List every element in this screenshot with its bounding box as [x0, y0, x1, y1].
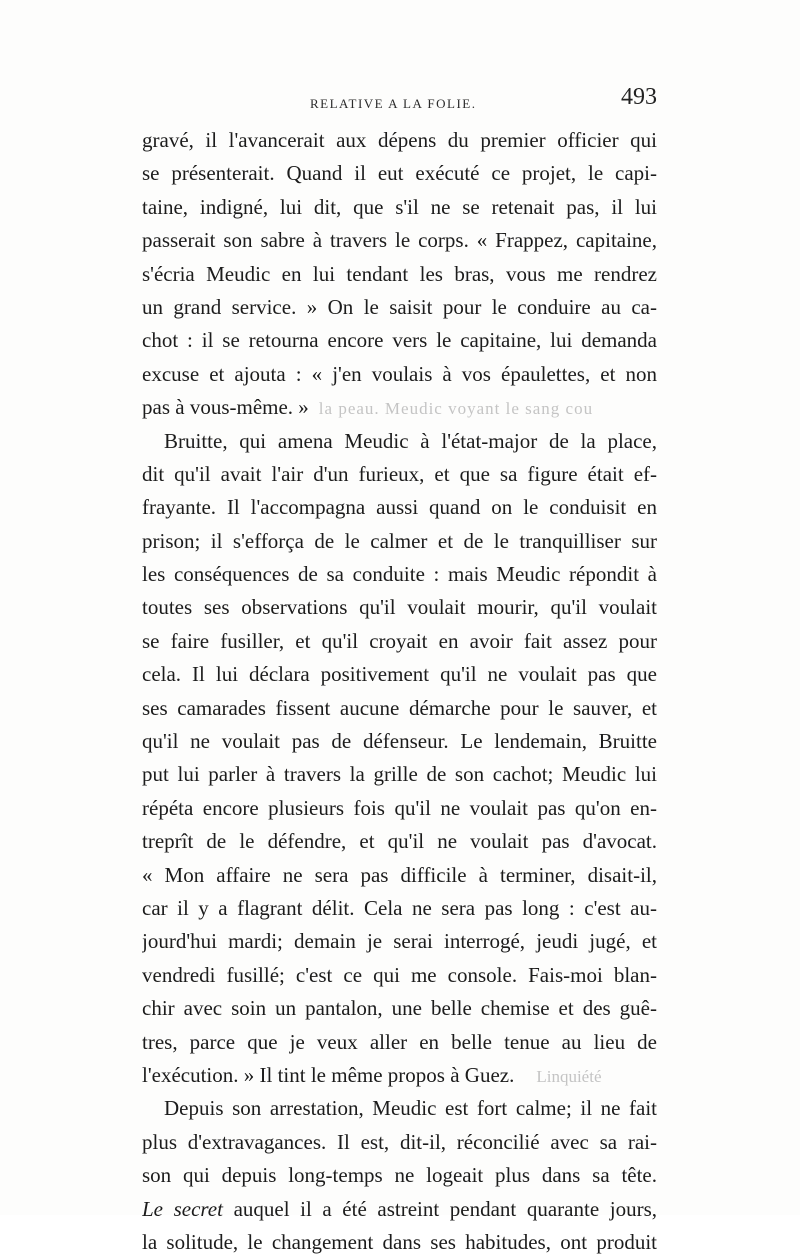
text-line: gravé, il l'avancerait aux dépens du premier officier qui [142, 128, 657, 152]
text-line: toutes ses observations qu'il voulait mourir, qu'il voulait [142, 595, 657, 620]
page-number: 493 [621, 84, 657, 110]
body-text [142, 124, 657, 1259]
running-title: RELATIVE A LA FOLIE. [310, 96, 477, 111]
text-line: passerait son sabre à travers le corps. « Frappez, capitaine, [142, 228, 657, 253]
text-line: vendredi fusillé; c'est ce qui me console. Fais-moi blan- [142, 962, 657, 987]
text-line: la solitude, le changement dans ses habitudes, ont produit [142, 1229, 657, 1254]
text-line: cela. Il lui déclara positivement qu'il ne voulait pas que [142, 662, 657, 687]
text-line: se présenterait. Quand il eut exécuté ce projet, le capi- [142, 161, 657, 186]
show-through-text: la peau. Meudic voyant le sang cou [318, 399, 594, 419]
text-line-content: auquel il a été astreint pendant quarante jours, [233, 1196, 657, 1221]
text-line: tres, parce que je veux aller en belle tenue au lieu de [142, 1029, 657, 1054]
text-line: frayante. Il l'accompagna aussi quand on le conduisit en [142, 495, 657, 520]
text-line: ses camarades fissent aucune démarche pour le sauver, et [142, 695, 657, 720]
text-line [142, 391, 657, 424]
text-line: excuse et ajouta : « j'en voulais à vos épaulettes, et non [142, 361, 657, 386]
text-line: s'écria Meudic en lui tendant les bras, vous me rendrez [142, 261, 657, 286]
text-line: put lui parler à travers la grille de son cachot; Meudic lui [142, 762, 657, 787]
text-line [142, 1193, 657, 1226]
text-line: « Mon affaire ne sera pas difficile à terminer, disait-il, [142, 862, 657, 887]
text-line: plus d'extravagances. Il est, dit-il, réconcilié avec sa rai- [142, 1129, 657, 1154]
text-line: treprît de le défendre, et qu'il ne voulait pas d'avocat. [142, 829, 657, 854]
text-line: car il y a flagrant délit. Cela ne sera pas long : c'est au- [142, 895, 657, 920]
text-line-content: l'exécution. » Il tint le même propos à Guez. [142, 1062, 515, 1087]
text-line: prison; il s'efforça de le calmer et de le tranquilliser sur [142, 528, 657, 553]
italic-phrase: Le secret [142, 1196, 223, 1221]
text-line: chot : il se retourna encore vers le capitaine, lui demanda [142, 328, 657, 353]
text-line-content: pas à vous-même. » [142, 395, 309, 420]
text-line: dit qu'il avait l'air d'un furieux, et que sa figure était ef- [142, 461, 657, 486]
text-line: jourd'hui mardi; demain je serai interrogé, jeudi jugé, et [142, 929, 657, 954]
text-line: les conséquences de sa conduite : mais Meudic répondit à [142, 562, 657, 587]
text-line: un grand service. » On le saisit pour le conduire au ca- [142, 294, 657, 319]
text-line [142, 1059, 657, 1092]
text-line: taine, indigné, lui dit, que s'il ne se retenait pas, il lui [142, 194, 657, 219]
text-line: se faire fusiller, et qu'il croyait en avoir fait assez pour [142, 628, 657, 653]
paragraph-start-line: Bruitte, qui amena Meudic à l'état-major de la place, [164, 428, 657, 453]
paragraph-start-line: Depuis son arrestation, Meudic est fort calme; il ne fait [164, 1096, 657, 1121]
text-line: qu'il ne voulait pas de défenseur. Le lendemain, Bruitte [142, 729, 657, 754]
show-through-text: Linquiété [536, 1066, 602, 1086]
text-line: son qui depuis long-temps ne logeait plus dans sa tête. [142, 1163, 657, 1188]
text-line: répéta encore plusieurs fois qu'il ne voulait pas qu'on en- [142, 795, 657, 820]
text-line: chir avec soin un pantalon, une belle chemise et des guê- [142, 996, 657, 1021]
